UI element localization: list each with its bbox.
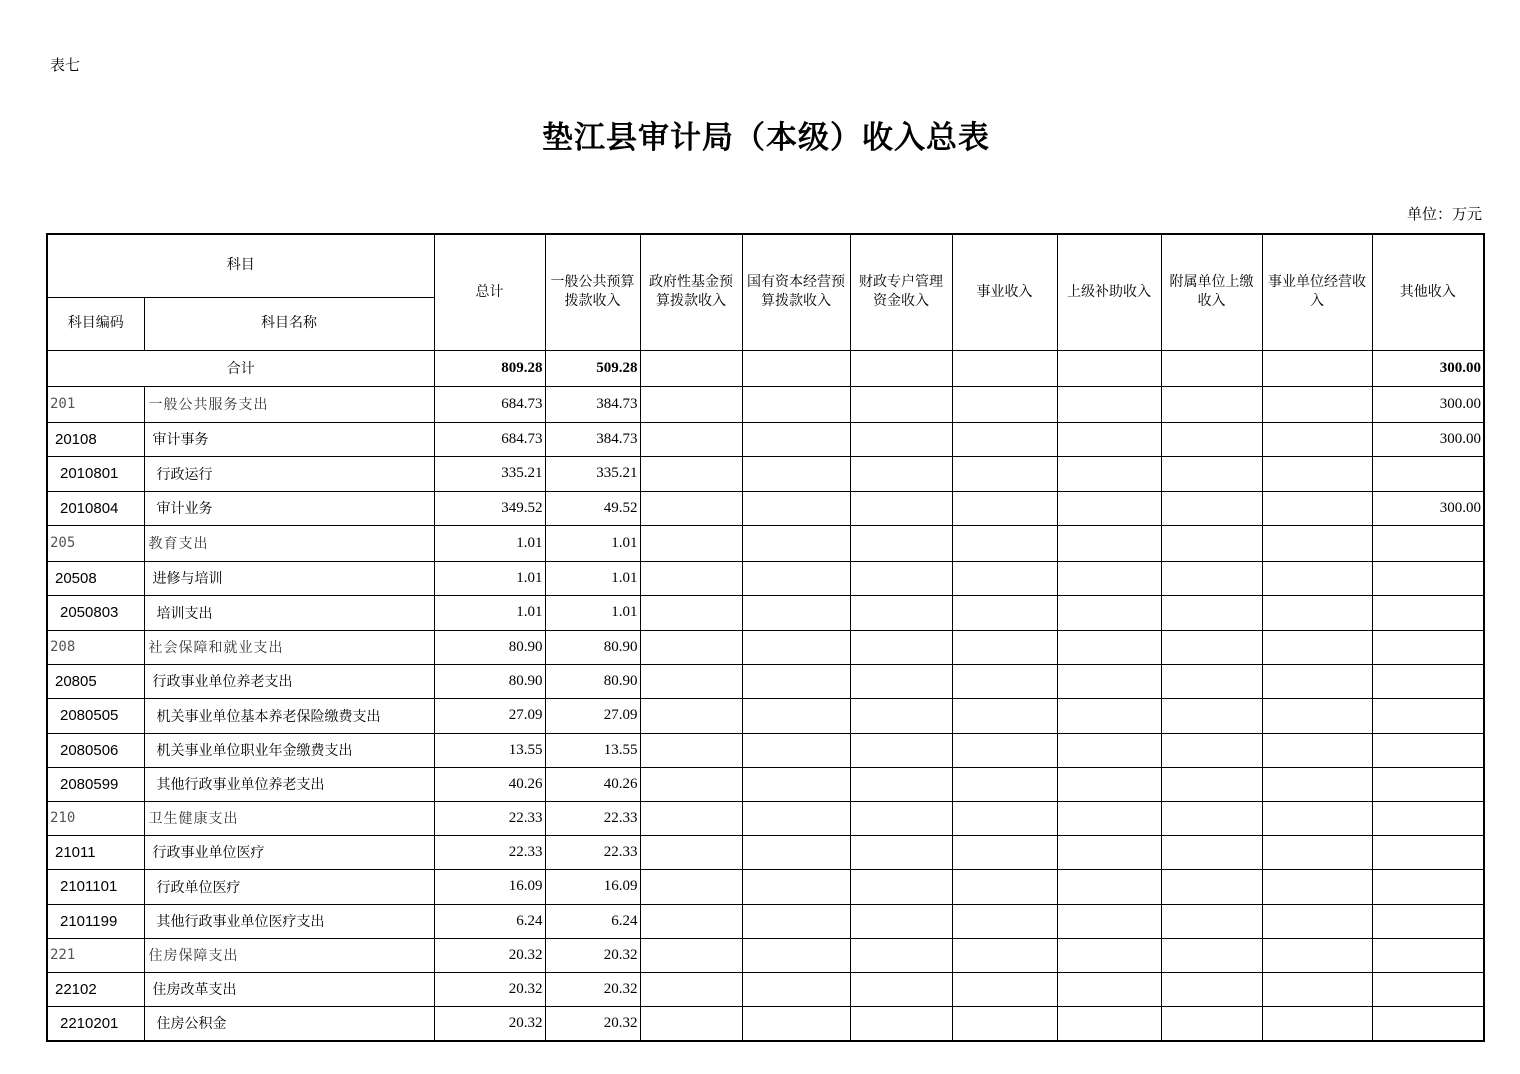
cell-superior-subsidy — [1057, 869, 1161, 904]
cell-total: 1.01 — [434, 525, 545, 561]
cell-operating-income — [1262, 904, 1372, 938]
table-row — [47, 904, 1484, 938]
cell-affiliated-payment — [1161, 664, 1262, 698]
cell-general-budget: 384.73 — [545, 386, 640, 422]
cell-general-budget: 27.09 — [545, 698, 640, 733]
cell-code: 20508 — [47, 561, 144, 595]
cell-code: 205 — [47, 525, 144, 561]
cell-code: 21011 — [47, 835, 144, 869]
cell-fiscal-special — [850, 386, 952, 422]
cell-superior-subsidy — [1057, 664, 1161, 698]
cell-business-income — [952, 595, 1057, 630]
cell-name: 教育支出 — [144, 525, 434, 561]
summary-fiscal-special — [850, 350, 952, 386]
header-gov-fund: 政府性基金预算拨款收入 — [640, 234, 742, 350]
cell-other-income — [1372, 1006, 1484, 1041]
header-fiscal-special: 财政专户管理资金收入 — [850, 234, 952, 350]
cell-total: 80.90 — [434, 630, 545, 664]
cell-code: 2101101 — [47, 869, 144, 904]
cell-total: 335.21 — [434, 456, 545, 491]
summary-gov-fund — [640, 350, 742, 386]
cell-superior-subsidy — [1057, 525, 1161, 561]
summary-operating-income — [1262, 350, 1372, 386]
cell-business-income — [952, 733, 1057, 767]
cell-business-income — [952, 698, 1057, 733]
cell-business-income — [952, 904, 1057, 938]
cell-gov-fund — [640, 630, 742, 664]
cell-general-budget: 22.33 — [545, 835, 640, 869]
cell-other-income — [1372, 733, 1484, 767]
cell-total: 6.24 — [434, 904, 545, 938]
table-row — [47, 422, 1484, 456]
cell-business-income — [952, 664, 1057, 698]
cell-affiliated-payment — [1161, 595, 1262, 630]
cell-general-budget: 335.21 — [545, 456, 640, 491]
cell-fiscal-special — [850, 456, 952, 491]
cell-gov-fund — [640, 733, 742, 767]
cell-state-capital — [742, 869, 850, 904]
cell-code: 20108 — [47, 422, 144, 456]
cell-operating-income — [1262, 938, 1372, 972]
summary-label: 合计 — [47, 350, 434, 386]
cell-other-income — [1372, 767, 1484, 801]
cell-operating-income — [1262, 698, 1372, 733]
cell-business-income — [952, 491, 1057, 525]
cell-total: 1.01 — [434, 595, 545, 630]
cell-code: 20805 — [47, 664, 144, 698]
cell-code: 210 — [47, 801, 144, 835]
header-total: 总计 — [434, 234, 545, 350]
cell-other-income — [1372, 561, 1484, 595]
cell-total: 27.09 — [434, 698, 545, 733]
summary-affiliated-payment — [1161, 350, 1262, 386]
cell-other-income — [1372, 698, 1484, 733]
cell-gov-fund — [640, 1006, 742, 1041]
table-number-label: 表七 — [50, 56, 81, 74]
cell-gov-fund — [640, 386, 742, 422]
summary-total: 809.28 — [434, 350, 545, 386]
cell-operating-income — [1262, 595, 1372, 630]
cell-state-capital — [742, 422, 850, 456]
cell-gov-fund — [640, 698, 742, 733]
cell-code: 201 — [47, 386, 144, 422]
cell-general-budget: 13.55 — [545, 733, 640, 767]
table-row — [47, 767, 1484, 801]
cell-business-income — [952, 422, 1057, 456]
table-row — [47, 525, 1484, 561]
cell-other-income — [1372, 835, 1484, 869]
cell-affiliated-payment — [1161, 456, 1262, 491]
cell-other-income — [1372, 456, 1484, 491]
cell-total: 349.52 — [434, 491, 545, 525]
cell-superior-subsidy — [1057, 456, 1161, 491]
table-row — [47, 595, 1484, 630]
cell-state-capital — [742, 733, 850, 767]
table-row — [47, 456, 1484, 491]
cell-superior-subsidy — [1057, 595, 1161, 630]
cell-business-income — [952, 835, 1057, 869]
cell-code: 2080599 — [47, 767, 144, 801]
cell-other-income: 300.00 — [1372, 422, 1484, 456]
cell-name: 机关事业单位基本养老保险缴费支出 — [144, 698, 434, 733]
cell-superior-subsidy — [1057, 835, 1161, 869]
cell-general-budget: 40.26 — [545, 767, 640, 801]
cell-superior-subsidy — [1057, 733, 1161, 767]
cell-affiliated-payment — [1161, 561, 1262, 595]
cell-operating-income — [1262, 972, 1372, 1006]
cell-name: 审计业务 — [144, 491, 434, 525]
cell-superior-subsidy — [1057, 561, 1161, 595]
header-other-income: 其他收入 — [1372, 234, 1484, 350]
header-subject: 科目 — [47, 234, 434, 297]
cell-state-capital — [742, 525, 850, 561]
cell-superior-subsidy — [1057, 630, 1161, 664]
cell-fiscal-special — [850, 630, 952, 664]
header-code: 科目编码 — [47, 297, 144, 350]
cell-total: 16.09 — [434, 869, 545, 904]
cell-state-capital — [742, 801, 850, 835]
cell-gov-fund — [640, 869, 742, 904]
cell-business-income — [952, 767, 1057, 801]
cell-affiliated-payment — [1161, 733, 1262, 767]
cell-name: 其他行政事业单位养老支出 — [144, 767, 434, 801]
cell-gov-fund — [640, 595, 742, 630]
cell-fiscal-special — [850, 422, 952, 456]
cell-code: 22102 — [47, 972, 144, 1006]
cell-state-capital — [742, 698, 850, 733]
cell-code: 2210201 — [47, 1006, 144, 1041]
cell-total: 1.01 — [434, 561, 545, 595]
cell-state-capital — [742, 972, 850, 1006]
cell-affiliated-payment — [1161, 491, 1262, 525]
cell-affiliated-payment — [1161, 835, 1262, 869]
cell-operating-income — [1262, 386, 1372, 422]
cell-total: 22.33 — [434, 801, 545, 835]
cell-general-budget: 22.33 — [545, 801, 640, 835]
cell-other-income — [1372, 525, 1484, 561]
cell-other-income — [1372, 972, 1484, 1006]
cell-code: 221 — [47, 938, 144, 972]
cell-fiscal-special — [850, 869, 952, 904]
cell-fiscal-special — [850, 972, 952, 1006]
summary-superior-subsidy — [1057, 350, 1161, 386]
cell-total: 684.73 — [434, 386, 545, 422]
cell-gov-fund — [640, 835, 742, 869]
cell-other-income — [1372, 630, 1484, 664]
cell-superior-subsidy — [1057, 386, 1161, 422]
cell-operating-income — [1262, 869, 1372, 904]
cell-state-capital — [742, 904, 850, 938]
table-row — [47, 972, 1484, 1006]
table-row — [47, 386, 1484, 422]
header-business-income: 事业收入 — [952, 234, 1057, 350]
cell-business-income — [952, 801, 1057, 835]
cell-name: 住房公积金 — [144, 1006, 434, 1041]
cell-operating-income — [1262, 561, 1372, 595]
cell-gov-fund — [640, 972, 742, 1006]
cell-business-income — [952, 386, 1057, 422]
cell-state-capital — [742, 456, 850, 491]
cell-total: 20.32 — [434, 1006, 545, 1041]
cell-fiscal-special — [850, 733, 952, 767]
cell-affiliated-payment — [1161, 904, 1262, 938]
cell-superior-subsidy — [1057, 698, 1161, 733]
cell-fiscal-special — [850, 1006, 952, 1041]
page-title: 垫江县审计局（本级）收入总表 — [542, 120, 990, 156]
cell-fiscal-special — [850, 491, 952, 525]
cell-code: 2101199 — [47, 904, 144, 938]
cell-operating-income — [1262, 801, 1372, 835]
cell-business-income — [952, 869, 1057, 904]
cell-total: 40.26 — [434, 767, 545, 801]
cell-code: 2080505 — [47, 698, 144, 733]
cell-state-capital — [742, 664, 850, 698]
table-row — [47, 801, 1484, 835]
header-state-capital: 国有资本经营预算拨款收入 — [742, 234, 850, 350]
cell-general-budget: 6.24 — [545, 904, 640, 938]
cell-fiscal-special — [850, 801, 952, 835]
cell-superior-subsidy — [1057, 801, 1161, 835]
cell-operating-income — [1262, 733, 1372, 767]
cell-fiscal-special — [850, 561, 952, 595]
summary-general-budget: 509.28 — [545, 350, 640, 386]
cell-name: 其他行政事业单位医疗支出 — [144, 904, 434, 938]
cell-affiliated-payment — [1161, 801, 1262, 835]
table-row — [47, 491, 1484, 525]
cell-gov-fund — [640, 664, 742, 698]
table-row — [47, 630, 1484, 664]
cell-total: 22.33 — [434, 835, 545, 869]
cell-general-budget: 20.32 — [545, 972, 640, 1006]
cell-superior-subsidy — [1057, 1006, 1161, 1041]
cell-fiscal-special — [850, 767, 952, 801]
cell-fiscal-special — [850, 904, 952, 938]
cell-affiliated-payment — [1161, 972, 1262, 1006]
cell-superior-subsidy — [1057, 422, 1161, 456]
cell-fiscal-special — [850, 664, 952, 698]
cell-gov-fund — [640, 561, 742, 595]
cell-general-budget: 16.09 — [545, 869, 640, 904]
cell-operating-income — [1262, 422, 1372, 456]
unit-label: 单位：万元 — [1406, 205, 1482, 223]
cell-operating-income — [1262, 1006, 1372, 1041]
cell-total: 20.32 — [434, 972, 545, 1006]
summary-state-capital — [742, 350, 850, 386]
cell-gov-fund — [640, 904, 742, 938]
cell-operating-income — [1262, 835, 1372, 869]
cell-operating-income — [1262, 664, 1372, 698]
cell-affiliated-payment — [1161, 386, 1262, 422]
cell-total: 80.90 — [434, 664, 545, 698]
cell-superior-subsidy — [1057, 491, 1161, 525]
cell-name: 审计事务 — [144, 422, 434, 456]
cell-business-income — [952, 456, 1057, 491]
income-summary-table — [46, 233, 1485, 1042]
cell-fiscal-special — [850, 525, 952, 561]
table-row — [47, 698, 1484, 733]
cell-other-income — [1372, 869, 1484, 904]
cell-gov-fund — [640, 491, 742, 525]
cell-total: 684.73 — [434, 422, 545, 456]
summary-other-income: 300.00 — [1372, 350, 1484, 386]
cell-state-capital — [742, 386, 850, 422]
table-row — [47, 733, 1484, 767]
cell-other-income — [1372, 904, 1484, 938]
cell-state-capital — [742, 595, 850, 630]
cell-business-income — [952, 1006, 1057, 1041]
cell-state-capital — [742, 1006, 850, 1041]
cell-state-capital — [742, 767, 850, 801]
cell-general-budget: 1.01 — [545, 595, 640, 630]
cell-operating-income — [1262, 767, 1372, 801]
cell-operating-income — [1262, 491, 1372, 525]
cell-superior-subsidy — [1057, 972, 1161, 1006]
cell-general-budget: 384.73 — [545, 422, 640, 456]
cell-other-income: 300.00 — [1372, 386, 1484, 422]
cell-affiliated-payment — [1161, 422, 1262, 456]
cell-gov-fund — [640, 767, 742, 801]
cell-superior-subsidy — [1057, 767, 1161, 801]
cell-code: 208 — [47, 630, 144, 664]
cell-state-capital — [742, 630, 850, 664]
cell-gov-fund — [640, 938, 742, 972]
cell-name: 社会保障和就业支出 — [144, 630, 434, 664]
cell-name: 行政事业单位医疗 — [144, 835, 434, 869]
summary-row — [47, 350, 1484, 386]
cell-affiliated-payment — [1161, 869, 1262, 904]
cell-general-budget: 80.90 — [545, 664, 640, 698]
cell-affiliated-payment — [1161, 525, 1262, 561]
cell-superior-subsidy — [1057, 938, 1161, 972]
cell-gov-fund — [640, 525, 742, 561]
header-affiliated-payment: 附属单位上缴收入 — [1161, 234, 1262, 350]
cell-name: 一般公共服务支出 — [144, 386, 434, 422]
cell-state-capital — [742, 491, 850, 525]
cell-other-income — [1372, 801, 1484, 835]
cell-state-capital — [742, 938, 850, 972]
table-row — [47, 869, 1484, 904]
header-name: 科目名称 — [144, 297, 434, 350]
table-row — [47, 664, 1484, 698]
cell-general-budget: 20.32 — [545, 1006, 640, 1041]
table-row — [47, 938, 1484, 972]
cell-operating-income — [1262, 525, 1372, 561]
cell-affiliated-payment — [1161, 938, 1262, 972]
cell-name: 住房改革支出 — [144, 972, 434, 1006]
cell-general-budget: 1.01 — [545, 525, 640, 561]
cell-code: 2010804 — [47, 491, 144, 525]
cell-general-budget: 80.90 — [545, 630, 640, 664]
cell-affiliated-payment — [1161, 767, 1262, 801]
cell-other-income — [1372, 595, 1484, 630]
cell-operating-income — [1262, 456, 1372, 491]
cell-affiliated-payment — [1161, 1006, 1262, 1041]
cell-business-income — [952, 525, 1057, 561]
cell-gov-fund — [640, 801, 742, 835]
cell-name: 培训支出 — [144, 595, 434, 630]
table-row — [47, 835, 1484, 869]
cell-fiscal-special — [850, 595, 952, 630]
cell-name: 行政事业单位养老支出 — [144, 664, 434, 698]
cell-business-income — [952, 972, 1057, 1006]
cell-other-income — [1372, 938, 1484, 972]
cell-gov-fund — [640, 456, 742, 491]
cell-general-budget: 20.32 — [545, 938, 640, 972]
cell-business-income — [952, 938, 1057, 972]
cell-code: 2050803 — [47, 595, 144, 630]
cell-other-income — [1372, 664, 1484, 698]
cell-other-income: 300.00 — [1372, 491, 1484, 525]
cell-fiscal-special — [850, 698, 952, 733]
summary-business-income — [952, 350, 1057, 386]
table-row — [47, 561, 1484, 595]
cell-name: 卫生健康支出 — [144, 801, 434, 835]
cell-code: 2080506 — [47, 733, 144, 767]
cell-fiscal-special — [850, 938, 952, 972]
cell-code: 2010801 — [47, 456, 144, 491]
cell-name: 住房保障支出 — [144, 938, 434, 972]
cell-superior-subsidy — [1057, 904, 1161, 938]
cell-total: 20.32 — [434, 938, 545, 972]
header-general-budget: 一般公共预算拨款收入 — [545, 234, 640, 350]
cell-affiliated-payment — [1161, 698, 1262, 733]
cell-name: 行政运行 — [144, 456, 434, 491]
table-row — [47, 1006, 1484, 1041]
cell-affiliated-payment — [1161, 630, 1262, 664]
cell-fiscal-special — [850, 835, 952, 869]
cell-state-capital — [742, 835, 850, 869]
cell-general-budget: 49.52 — [545, 491, 640, 525]
cell-total: 13.55 — [434, 733, 545, 767]
cell-business-income — [952, 561, 1057, 595]
cell-name: 机关事业单位职业年金缴费支出 — [144, 733, 434, 767]
cell-general-budget: 1.01 — [545, 561, 640, 595]
cell-business-income — [952, 630, 1057, 664]
cell-state-capital — [742, 561, 850, 595]
cell-operating-income — [1262, 630, 1372, 664]
header-operating-income: 事业单位经营收入 — [1262, 234, 1372, 350]
cell-name: 行政单位医疗 — [144, 869, 434, 904]
header-superior-subsidy: 上级补助收入 — [1057, 234, 1161, 350]
cell-gov-fund — [640, 422, 742, 456]
cell-name: 进修与培训 — [144, 561, 434, 595]
